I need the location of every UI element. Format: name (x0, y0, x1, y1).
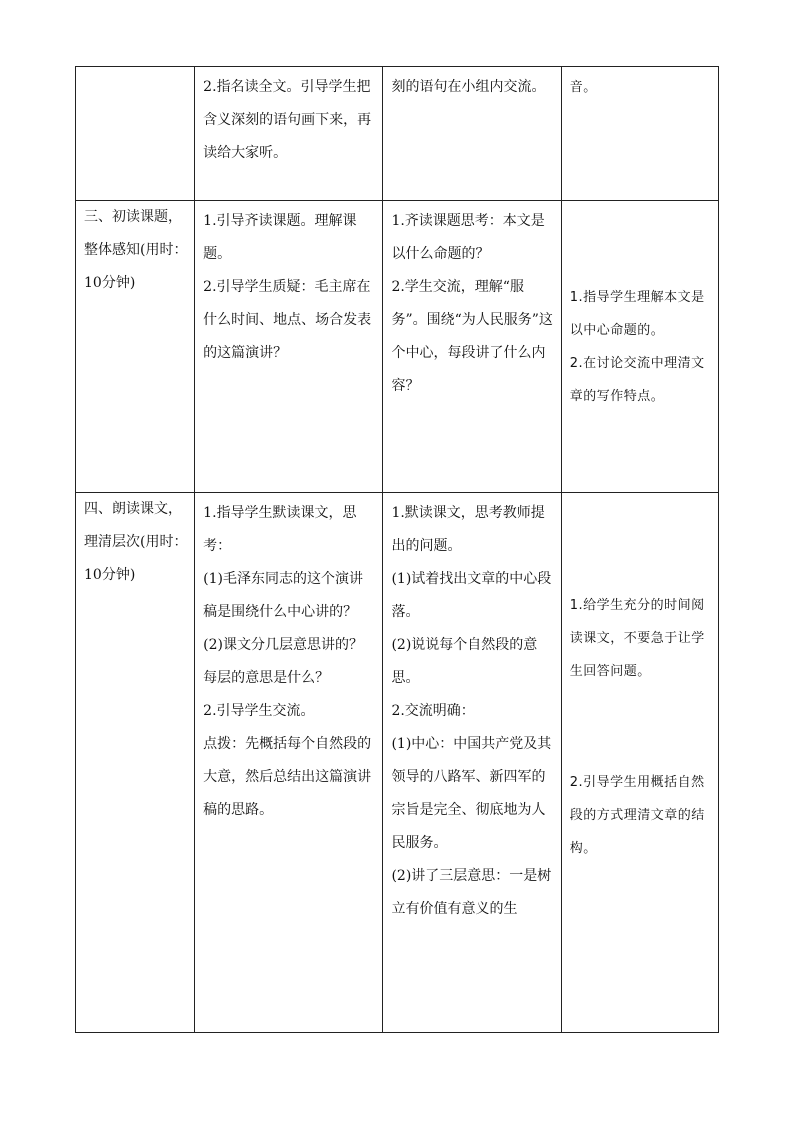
student-activity-text: 2.学生交流，理解“服务”。围绕“为人民服务”这个中心，每段讲了什么内容？ (391, 279, 553, 394)
design-intent-text: 2.在讨论交流中理清文章的写作特点。 (569, 355, 705, 404)
design-intent-text: 音。 (569, 80, 597, 95)
stage-cell (76, 493, 195, 1033)
teacher-activity-text: 2.指名读全文。引导学生把含义深刻的语句画下来，再读给大家听。 (203, 79, 372, 161)
lesson-plan-table (75, 66, 719, 1033)
stage-title: 四、朗读课文，理清层次(用时：10分钟) (84, 501, 188, 583)
student-activity-text: 1.齐读课题思考：本文是以什么命题的？ (391, 213, 545, 262)
student-activity-cell (383, 493, 561, 1033)
teacher-activity-text: 1.指导学生默读课文，思考： (203, 505, 357, 554)
teacher-activity-text: (2)课文分几层意思讲的？每层的意思是什么？ (203, 637, 364, 686)
design-intent-cell (561, 493, 718, 1033)
stage-cell (76, 201, 195, 493)
student-activity-text: (1)中心：中国共产党及其领导的八路军、新四军的宗旨是完全、彻底地为人民服务。 (391, 736, 552, 851)
student-activity-cell (383, 201, 561, 493)
student-activity-text: 刻的语句在小组内交流。 (391, 79, 546, 95)
stage-cell (76, 67, 195, 201)
teacher-activity-text: (1)毛泽东同志的这个演讲稿是围绕什么中心讲的？ (203, 571, 364, 620)
teacher-activity-text: 2.引导学生质疑：毛主席在什么时间、地点、场合发表的这篇演讲？ (203, 279, 372, 361)
design-intent-cell (561, 67, 718, 201)
stage-title: 三、初读课题，整体感知(用时：10分钟) (84, 209, 188, 291)
design-intent-text: 2.引导学生用概括自然段的方式理清文章的结构。 (569, 775, 705, 856)
design-intent-cell (561, 201, 718, 493)
table-row (76, 201, 719, 493)
student-activity-cell (383, 67, 561, 201)
student-activity-text: 1.默读课文，思考教师提出的问题。 (391, 505, 545, 554)
teacher-activity-text: 点拨：先概括每个自然段的大意，然后总结出这篇演讲稿的思路。 (203, 736, 372, 818)
teacher-activity-cell (195, 493, 383, 1033)
student-activity-text: (2)说说每个自然段的意思。 (391, 637, 538, 686)
teacher-activity-cell (195, 201, 383, 493)
teacher-activity-cell (195, 67, 383, 201)
student-activity-text: (1)试着找出文章的中心段落。 (391, 571, 552, 620)
design-intent-text: 1.指导学生理解本文是以中心命题的。 (569, 289, 705, 338)
teacher-activity-text: 2.引导学生交流。 (203, 703, 315, 719)
table-row (76, 67, 719, 201)
student-activity-text: 2.交流明确： (391, 703, 475, 719)
design-intent-text: 1.给学生充分的时间阅读课文，不要急于让学生回答问题。 (569, 598, 705, 679)
student-activity-text: (2)讲了三层意思：一是树立有价值有意义的生 (391, 868, 552, 917)
teacher-activity-text: 1.引导齐读课题。理解课题。 (203, 213, 357, 262)
table-row (76, 493, 719, 1033)
